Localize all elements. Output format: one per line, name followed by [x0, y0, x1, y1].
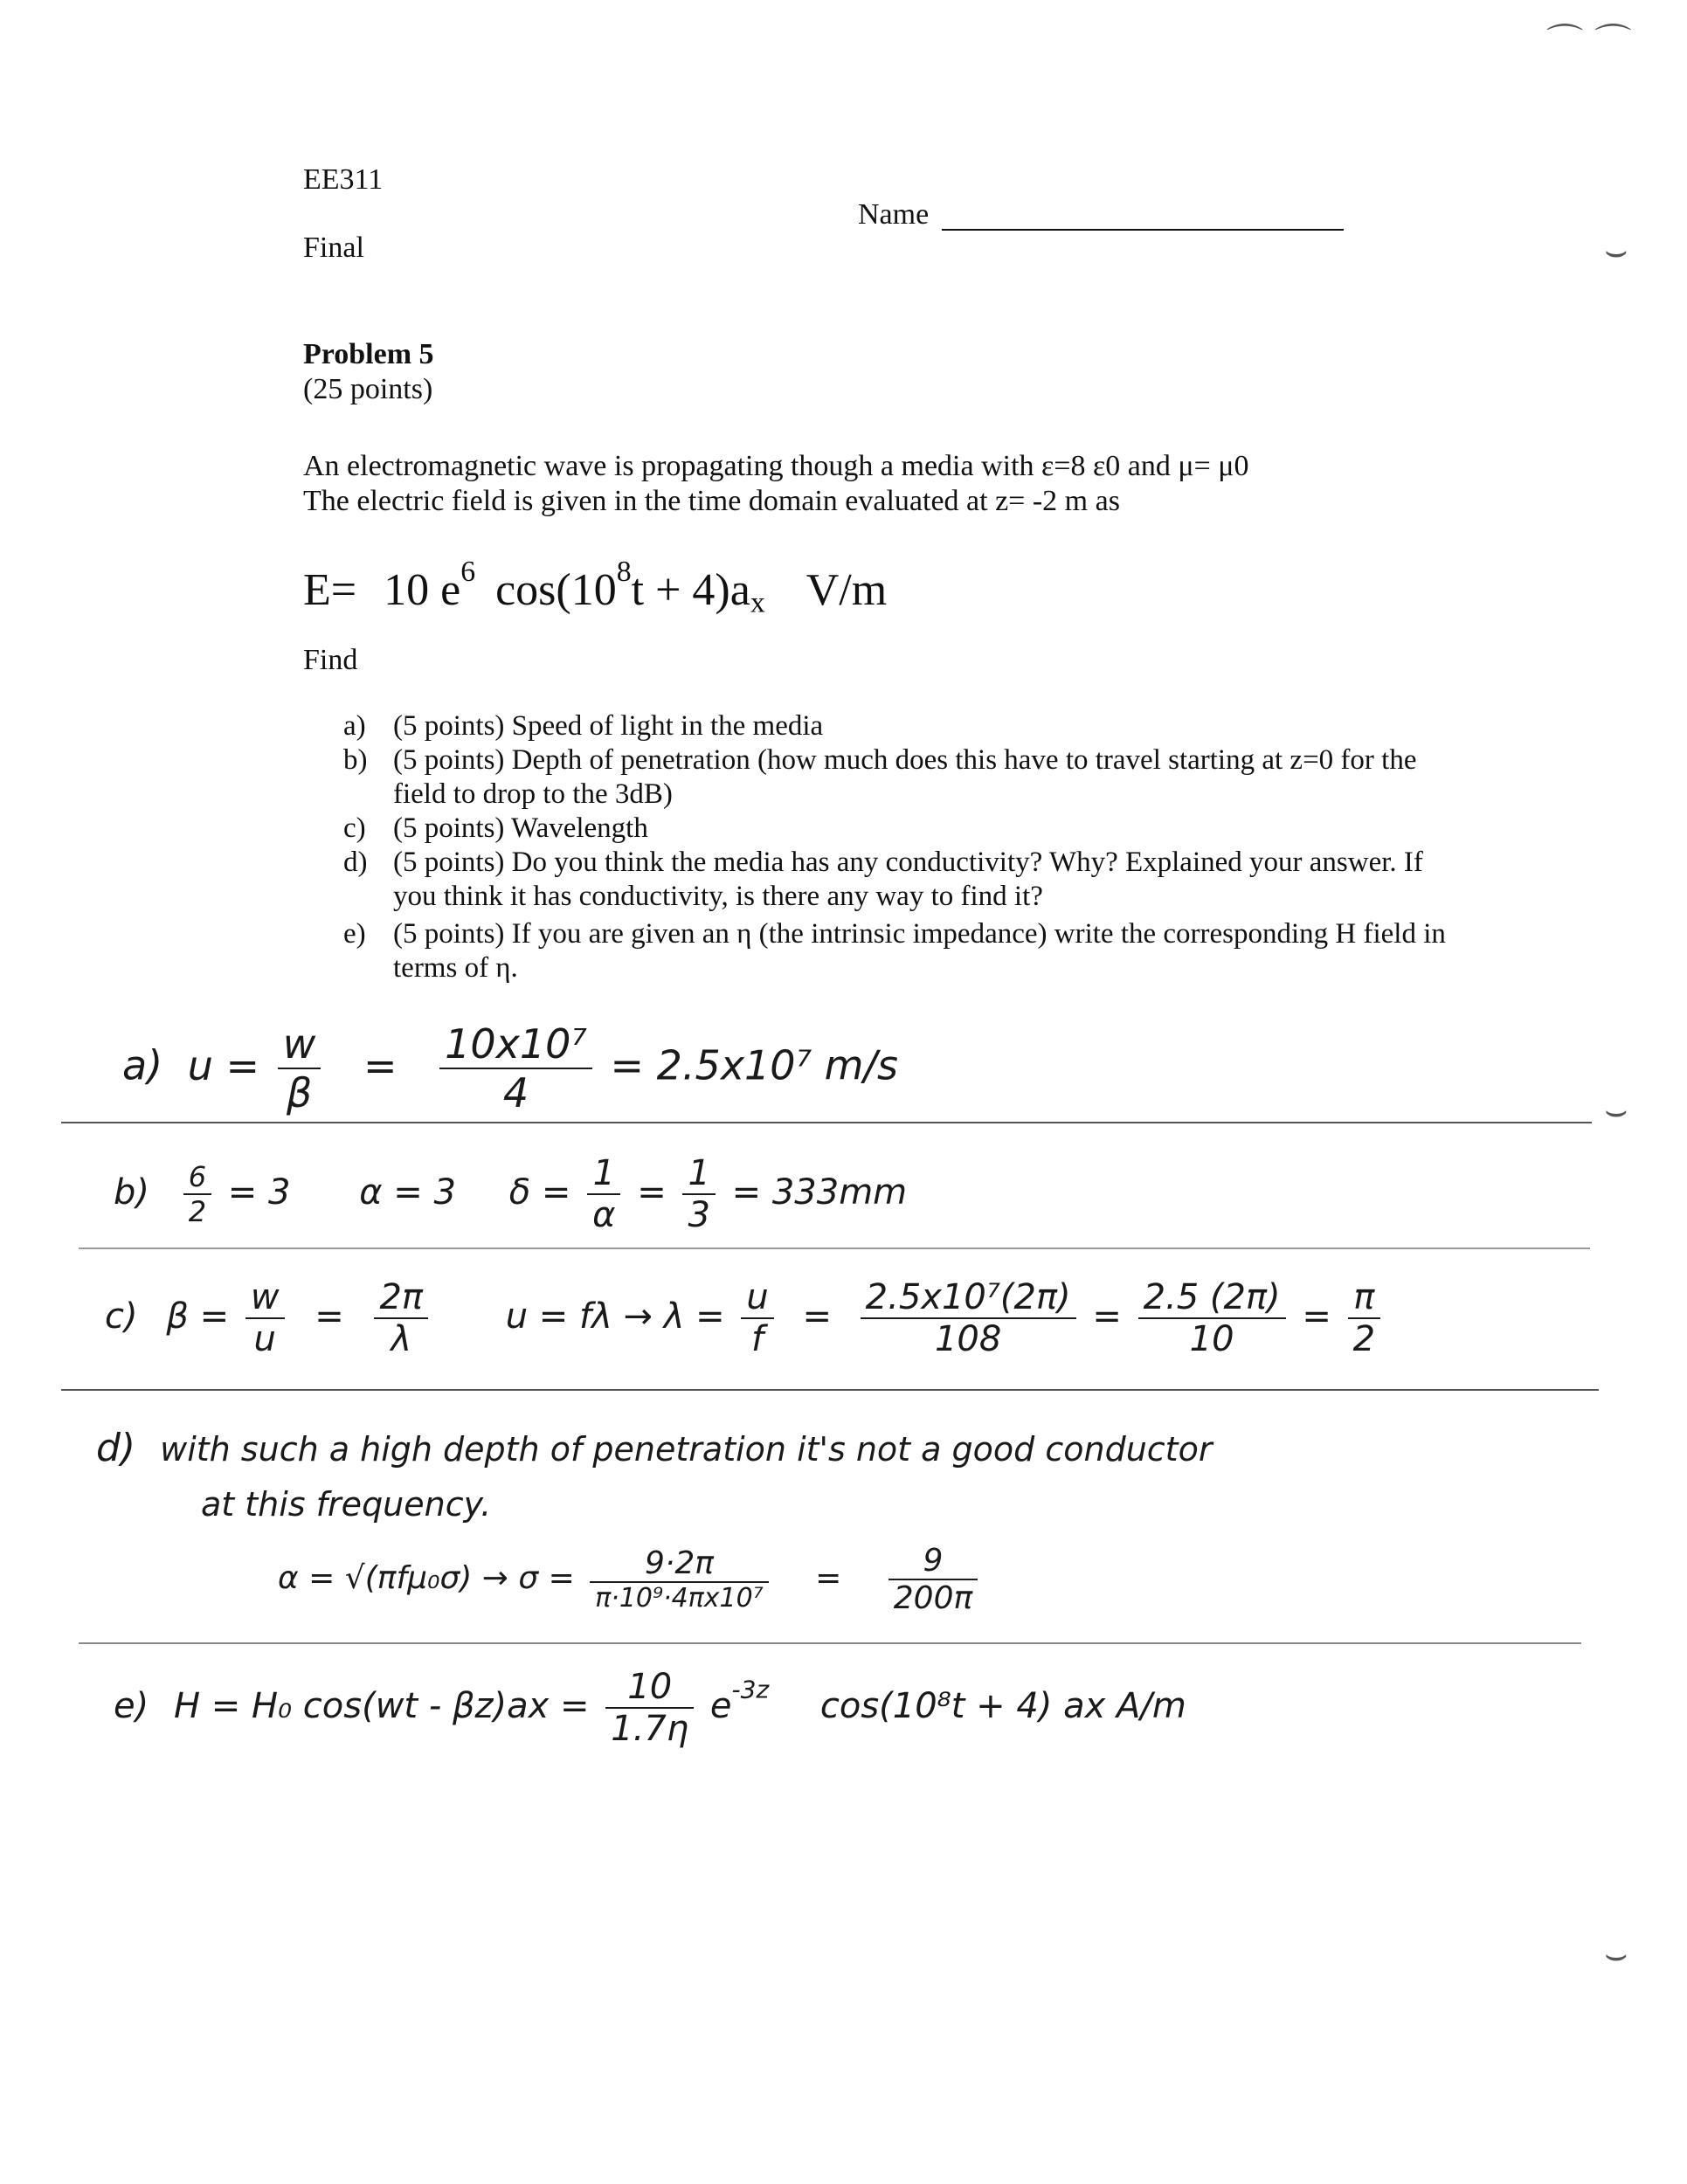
answer-d-line2: at this frequency.	[201, 1485, 492, 1524]
answer-text: α = 3	[359, 1172, 456, 1213]
name-label: Name	[858, 198, 930, 231]
eq-cos-rest: t + 4)a	[631, 565, 750, 616]
question-label: a)	[343, 710, 366, 742]
denominator: 200π	[893, 1580, 973, 1616]
numerator: w	[245, 1277, 285, 1319]
denominator: 2	[188, 1195, 207, 1228]
answer-text: cos(10⁸t + 4) ax A/m	[819, 1686, 1186, 1726]
list-item	[343, 846, 1459, 917]
equals: =	[1302, 1296, 1331, 1337]
answer-text: e	[709, 1686, 732, 1726]
answer-label: e)	[114, 1686, 149, 1726]
question-text: (5 points) If you are given an η (the intrinsic impedance) write the corresponding H field in terms of η.	[393, 918, 1446, 984]
denominator: 4	[502, 1069, 529, 1116]
equals: =	[637, 1172, 667, 1213]
fraction	[741, 1277, 773, 1359]
numerator: u	[741, 1277, 773, 1319]
fraction	[1348, 1277, 1380, 1359]
fraction	[605, 1667, 694, 1749]
divider	[61, 1122, 1592, 1123]
list-item	[343, 812, 1459, 846]
margin-mark-icon: ⌣	[1604, 1089, 1628, 1131]
statement-line-1: An electromagnetic wave is propagating though a media with ε=8 ε0 and μ= μ0	[303, 450, 1249, 482]
answer-e	[114, 1667, 1186, 1749]
denominator: β	[286, 1069, 313, 1116]
answer-text: H = H₀ cos(wt - βz)ax =	[173, 1686, 590, 1726]
statement-line-2: The electric field is given in the time domain evaluated at z= -2 m as	[303, 485, 1120, 517]
answer-d-formula	[278, 1543, 983, 1616]
margin-mark-icon: ⌣	[1604, 229, 1628, 272]
question-label: b)	[343, 744, 368, 776]
answer-label: c)	[105, 1296, 138, 1337]
find-label: Find	[303, 644, 358, 676]
answer-c	[105, 1277, 1386, 1359]
numerator: π	[1348, 1277, 1380, 1319]
equals: =	[315, 1296, 344, 1337]
denominator: 1.7η	[611, 1709, 689, 1749]
fraction	[245, 1277, 285, 1359]
equals: =	[802, 1296, 832, 1337]
answer-label: b)	[114, 1172, 149, 1213]
answer-text: with such a high depth of penetration it's not a good conductor	[160, 1430, 1213, 1469]
equals: =	[1092, 1296, 1122, 1337]
numerator: 10	[605, 1667, 694, 1709]
answer-a	[122, 1020, 898, 1116]
question-label: c)	[343, 812, 366, 844]
question-text: (5 points) Speed of light in the media	[393, 710, 824, 742]
fraction	[682, 1153, 715, 1235]
name-blank-line	[942, 229, 1344, 231]
fraction	[587, 1153, 620, 1235]
list-item	[343, 917, 1459, 985]
fraction	[1138, 1277, 1286, 1359]
answer-text: u = fλ → λ =	[505, 1296, 725, 1337]
answer-text: = 3	[227, 1172, 291, 1213]
field-equation	[303, 556, 887, 620]
answer-text: β =	[166, 1296, 230, 1337]
denominator: 108	[934, 1319, 1002, 1359]
list-item	[343, 709, 1459, 743]
numerator: 2.5x10⁷(2π)	[861, 1277, 1076, 1319]
numerator: 1	[587, 1153, 620, 1195]
eq-unit-sub: x	[750, 586, 765, 619]
equals: =	[363, 1041, 398, 1089]
answer-b	[114, 1153, 907, 1235]
fraction	[861, 1277, 1076, 1359]
eq-cos-open: cos(10	[495, 565, 617, 616]
answer-text: α = √(πfμ₀σ) → σ =	[278, 1560, 575, 1596]
problem-points: (25 points)	[303, 373, 433, 405]
numerator: 2.5 (2π)	[1138, 1277, 1286, 1319]
divider	[79, 1642, 1581, 1644]
divider	[79, 1248, 1590, 1249]
question-text: (5 points) Depth of penetration (how much does this have to travel starting at z=0 for the field to drop to the 3dB)	[393, 744, 1417, 810]
numerator: 6	[183, 1160, 211, 1195]
question-label: d)	[343, 847, 368, 878]
denominator: 10	[1189, 1319, 1234, 1359]
fraction	[439, 1020, 592, 1116]
denominator: u	[253, 1319, 276, 1359]
answer-d	[96, 1426, 1212, 1470]
answer-label: a)	[122, 1041, 163, 1089]
numerator: w	[278, 1020, 321, 1069]
numerator: 1	[682, 1153, 715, 1195]
question-list	[343, 709, 1459, 985]
eq-freq-exp: 8	[616, 556, 632, 588]
denominator: α	[592, 1195, 616, 1235]
denominator: π·10⁹·4πx10⁷	[595, 1583, 764, 1614]
margin-mark-icon: ⌣	[1604, 1932, 1628, 1975]
question-text: (5 points) Wavelength	[393, 812, 648, 844]
fraction	[888, 1543, 978, 1616]
list-item	[343, 743, 1459, 812]
eq-units: V/m	[805, 565, 888, 616]
fraction	[183, 1160, 211, 1228]
problem-title: Problem 5	[303, 338, 434, 370]
result: = 2.5x10⁷ m/s	[610, 1041, 898, 1089]
fraction	[590, 1545, 768, 1614]
answer-label: d)	[96, 1426, 136, 1470]
eq-coef: 10 e	[384, 565, 461, 616]
fraction	[278, 1020, 321, 1116]
denominator: 2	[1352, 1319, 1376, 1359]
numerator: 9·2π	[590, 1545, 768, 1583]
exponent: -3z	[731, 1675, 770, 1704]
equals: =	[815, 1560, 842, 1596]
exam-type: Final	[303, 232, 364, 264]
question-text: (5 points) Do you think the media has any conductivity? Why? Explained your answer. If you think it has conductivity, is there any way to find it?	[393, 847, 1423, 912]
numerator: 10x10⁷	[439, 1020, 592, 1069]
corner-mark-icon: ⌒ ⌒	[1546, 21, 1632, 64]
course-code: EE311	[303, 163, 384, 196]
fraction	[374, 1277, 428, 1359]
divider	[61, 1389, 1599, 1391]
eq-exp: 6	[460, 556, 476, 588]
question-label: e)	[343, 918, 366, 950]
denominator: 3	[688, 1195, 710, 1235]
denominator: f	[750, 1319, 764, 1359]
numerator: 2π	[374, 1277, 428, 1319]
denominator: λ	[391, 1319, 412, 1359]
numerator: 9	[888, 1543, 978, 1580]
eq-lhs: E=	[303, 565, 357, 616]
answer-text: u =	[187, 1041, 260, 1089]
result: = 333mm	[731, 1172, 908, 1213]
answer-text: δ =	[508, 1172, 571, 1213]
